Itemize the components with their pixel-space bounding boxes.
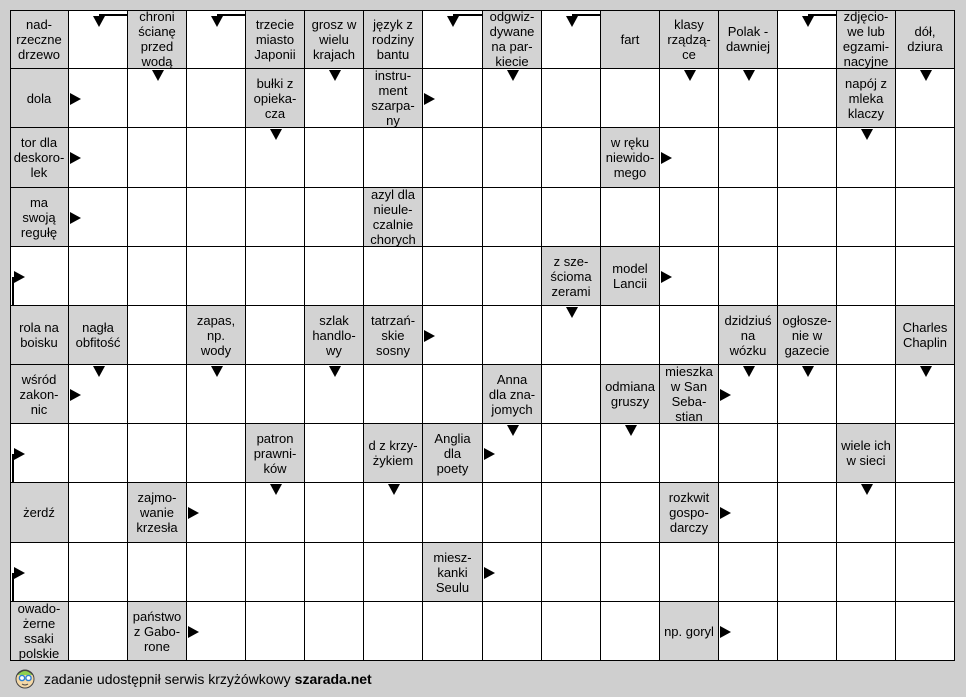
answer-cell[interactable]: [896, 483, 955, 543]
arrow-down-icon: [743, 70, 755, 81]
start-marker: [453, 14, 483, 16]
clue-cell: [364, 306, 423, 365]
answer-cell[interactable]: [601, 69, 660, 128]
answer-cell[interactable]: [69, 247, 128, 306]
answer-cell[interactable]: [128, 247, 187, 306]
answer-cell[interactable]: [896, 602, 955, 661]
clue-cell: [10, 128, 69, 188]
answer-cell[interactable]: [601, 543, 660, 602]
arrow-down-icon: [566, 16, 578, 27]
arrow-right-icon: [720, 507, 731, 519]
clue-text: z sze- ścioma zerami: [550, 253, 592, 299]
start-marker: [12, 573, 14, 603]
answer-cell[interactable]: [660, 306, 719, 365]
clue-text: Polak - dawniej: [725, 24, 771, 54]
clue-cell: [246, 10, 305, 69]
clue-text: bułki z opieka- cza: [253, 75, 297, 121]
answer-cell[interactable]: [246, 602, 305, 661]
answer-cell[interactable]: [128, 128, 187, 188]
answer-cell[interactable]: [542, 543, 601, 602]
answer-cell[interactable]: [837, 543, 896, 602]
clue-cell: [483, 365, 542, 424]
answer-cell[interactable]: [69, 424, 128, 483]
answer-cell[interactable]: [69, 543, 128, 602]
arrow-right-icon: [484, 567, 495, 579]
clue-text: rozkwit gospo- darczy: [668, 490, 710, 535]
answer-cell[interactable]: [719, 543, 778, 602]
answer-cell[interactable]: [483, 602, 542, 661]
answer-cell[interactable]: [423, 365, 483, 424]
clue-text: chroni ścianę przed wodą: [138, 10, 176, 69]
arrow-down-icon: [388, 484, 400, 495]
answer-cell[interactable]: [305, 128, 364, 188]
answer-cell[interactable]: [364, 602, 423, 661]
answer-cell[interactable]: [423, 128, 483, 188]
arrow-down-icon: [211, 366, 223, 377]
clue-text: mieszka w San Seba- stian: [665, 365, 713, 424]
arrow-down-icon: [329, 70, 341, 81]
clue-cell: [837, 69, 896, 128]
answer-cell[interactable]: [128, 365, 187, 424]
answer-cell[interactable]: [246, 365, 305, 424]
clue-cell: [660, 365, 719, 424]
clue-text: nagła obfitość: [75, 320, 121, 350]
clue-text: trzecie miasto Japonii: [254, 16, 296, 62]
clue-cell: [10, 483, 69, 543]
arrow-down-icon: [270, 484, 282, 495]
clue-text: Anna dla zna- jomych: [488, 371, 536, 417]
arrow-down-icon: [566, 307, 578, 318]
arrow-down-icon: [920, 366, 932, 377]
clue-text: dzidziuś na wózku: [724, 312, 772, 358]
arrow-down-icon: [802, 366, 814, 377]
clue-text: zapas, np. wody: [196, 312, 236, 358]
clue-text: grosz w wielu krajach: [311, 16, 357, 62]
clue-text: szlak handlo- wy: [312, 312, 356, 358]
answer-cell[interactable]: [719, 128, 778, 188]
answer-cell[interactable]: [542, 365, 601, 424]
clue-cell: [364, 188, 423, 247]
clue-text: nad- rzeczne drzewo: [16, 16, 62, 62]
clue-text: patron prawni- ków: [253, 430, 297, 476]
answer-cell[interactable]: [128, 424, 187, 483]
clue-cell: [601, 365, 660, 424]
clue-cell: [837, 424, 896, 483]
arrow-down-icon: [861, 129, 873, 140]
answer-cell[interactable]: [542, 424, 601, 483]
clue-cell: [305, 306, 364, 365]
start-marker: [572, 14, 602, 16]
answer-cell[interactable]: [187, 188, 246, 247]
answer-cell[interactable]: [483, 483, 542, 543]
clue-cell: [542, 247, 601, 306]
clue-text: tor dla deskoro- lek: [13, 135, 65, 180]
answer-cell[interactable]: [364, 365, 423, 424]
answer-cell[interactable]: [187, 69, 246, 128]
answer-cell[interactable]: [778, 247, 837, 306]
answer-cell[interactable]: [364, 247, 423, 306]
clue-cell: [423, 543, 483, 602]
clue-text: ma swoją regułę: [20, 194, 58, 240]
answer-cell[interactable]: [187, 247, 246, 306]
answer-cell[interactable]: [837, 247, 896, 306]
answer-cell[interactable]: [305, 543, 364, 602]
clue-cell: [246, 424, 305, 483]
answer-cell[interactable]: [305, 247, 364, 306]
answer-cell[interactable]: [660, 188, 719, 247]
clue-text: fart: [620, 31, 640, 47]
clue-cell: [601, 10, 660, 69]
footer-site-link[interactable]: szarada.net: [294, 671, 372, 687]
arrow-right-icon: [424, 93, 435, 105]
clue-cell: [601, 128, 660, 188]
arrow-right-icon: [70, 212, 81, 224]
answer-cell[interactable]: [246, 543, 305, 602]
clue-cell: [660, 10, 719, 69]
arrow-right-icon: [14, 271, 25, 283]
answer-cell[interactable]: [69, 602, 128, 661]
clue-cell: [601, 247, 660, 306]
clue-cell: [305, 10, 364, 69]
answer-cell[interactable]: [719, 188, 778, 247]
answer-cell[interactable]: [483, 247, 542, 306]
footer-text: zadanie udostępnił serwis krzyżówkowy: [44, 671, 291, 687]
clue-cell: [128, 483, 187, 543]
clue-text: wśród zakon- nic: [19, 371, 59, 417]
clue-text: model Lancii: [612, 261, 648, 291]
clue-text: Charles Chaplin: [902, 320, 948, 350]
answer-cell[interactable]: [778, 128, 837, 188]
arrow-down-icon: [270, 129, 282, 140]
answer-cell[interactable]: [423, 483, 483, 543]
answer-cell[interactable]: [305, 188, 364, 247]
clue-text: język z rodziny bantu: [372, 16, 414, 62]
arrow-down-icon: [93, 16, 105, 27]
answer-cell[interactable]: [778, 188, 837, 247]
arrow-right-icon: [661, 271, 672, 283]
answer-cell[interactable]: [423, 602, 483, 661]
arrow-down-icon: [329, 366, 341, 377]
answer-cell[interactable]: [896, 424, 955, 483]
answer-cell[interactable]: [837, 602, 896, 661]
clue-text: miesz- kanki Seulu: [433, 549, 472, 595]
clue-text: dół, dziura: [907, 24, 943, 54]
arrow-down-icon: [211, 16, 223, 27]
clue-text: państwo z Gabo- rone: [132, 608, 182, 654]
footer: [14, 664, 372, 694]
arrow-down-icon: [802, 16, 814, 27]
clue-cell: [837, 10, 896, 69]
answer-cell[interactable]: [187, 424, 246, 483]
answer-cell[interactable]: [246, 188, 305, 247]
arrow-down-icon: [447, 16, 459, 27]
answer-cell[interactable]: [128, 306, 187, 365]
start-marker: [99, 14, 129, 16]
answer-cell[interactable]: [305, 602, 364, 661]
answer-cell[interactable]: [542, 483, 601, 543]
arrow-right-icon: [720, 626, 731, 638]
clue-cell: [660, 483, 719, 543]
answer-cell[interactable]: [778, 69, 837, 128]
arrow-right-icon: [188, 626, 199, 638]
clue-text: instru- ment szarpa- ny: [371, 69, 415, 128]
arrow-right-icon: [14, 567, 25, 579]
clue-cell: [778, 306, 837, 365]
clue-text: żerdź: [23, 505, 55, 520]
answer-cell[interactable]: [69, 483, 128, 543]
answer-cell[interactable]: [601, 306, 660, 365]
clue-text: dola: [26, 90, 52, 106]
clue-text: odgwiz- dywane na par- kiecie: [489, 10, 535, 69]
answer-cell[interactable]: [601, 602, 660, 661]
arrow-right-icon: [70, 152, 81, 164]
clue-text: ogłosze- nie w gazecie: [782, 312, 832, 358]
clue-cell: [364, 69, 423, 128]
clue-text: d z krzy- żykiem: [368, 438, 418, 468]
clue-text: zajmo- wanie krzesła: [136, 490, 178, 535]
clue-cell: [364, 10, 423, 69]
clue-cell: [896, 10, 955, 69]
arrow-down-icon: [93, 366, 105, 377]
clue-text: tatrzań- skie sosny: [370, 312, 416, 358]
answer-cell[interactable]: [542, 69, 601, 128]
answer-cell[interactable]: [896, 128, 955, 188]
answer-cell[interactable]: [660, 543, 719, 602]
clue-text: azyl dla nieule- czalnie chorych: [370, 188, 416, 247]
arrow-down-icon: [684, 70, 696, 81]
answer-cell[interactable]: [364, 543, 423, 602]
arrow-down-icon: [152, 70, 164, 81]
answer-cell[interactable]: [305, 483, 364, 543]
clue-cell: [128, 10, 187, 69]
clue-cell: [423, 424, 483, 483]
arrow-right-icon: [70, 93, 81, 105]
start-marker: [12, 277, 14, 307]
clue-cell: [128, 602, 187, 661]
clue-text: wiele ich w sieci: [841, 438, 891, 468]
arrow-down-icon: [507, 425, 519, 436]
answer-cell[interactable]: [719, 247, 778, 306]
clue-cell: [10, 10, 69, 69]
answer-cell[interactable]: [778, 483, 837, 543]
start-marker: [808, 14, 838, 16]
answer-cell[interactable]: [896, 188, 955, 247]
arrow-down-icon: [625, 425, 637, 436]
answer-cell[interactable]: [542, 128, 601, 188]
clue-text: Anglia dla poety: [434, 430, 471, 476]
clue-cell: [69, 306, 128, 365]
clue-text: napój z mleka klaczy: [845, 75, 887, 121]
answer-cell[interactable]: [128, 543, 187, 602]
start-marker: [217, 14, 247, 16]
clue-cell: [10, 306, 69, 365]
clue-text: w ręku niewido- mego: [605, 135, 655, 180]
clue-cell: [187, 306, 246, 365]
answer-cell[interactable]: [364, 128, 423, 188]
arrow-down-icon: [861, 484, 873, 495]
answer-cell[interactable]: [483, 188, 542, 247]
answer-cell[interactable]: [187, 543, 246, 602]
clue-cell: [10, 602, 69, 661]
arrow-down-icon: [920, 70, 932, 81]
arrow-down-icon: [507, 70, 519, 81]
answer-cell[interactable]: [423, 188, 483, 247]
answer-cell[interactable]: [778, 543, 837, 602]
clue-text: odmiana gruszy: [605, 379, 655, 409]
clue-cell: [483, 10, 542, 69]
clue-text: np. goryl: [664, 623, 714, 639]
answer-cell[interactable]: [601, 483, 660, 543]
answer-cell[interactable]: [660, 424, 719, 483]
start-marker: [12, 454, 14, 484]
answer-cell[interactable]: [542, 602, 601, 661]
arrow-right-icon: [484, 448, 495, 460]
arrow-right-icon: [70, 389, 81, 401]
answer-cell[interactable]: [542, 188, 601, 247]
clue-cell: [10, 188, 69, 247]
arrow-down-icon: [743, 366, 755, 377]
clue-cell: [660, 602, 719, 661]
logo-icon: [14, 667, 36, 691]
clue-cell: [364, 424, 423, 483]
answer-cell[interactable]: [601, 188, 660, 247]
clue-text: zdjęcio- we lub egzami- nacyjne: [842, 10, 890, 69]
answer-cell[interactable]: [128, 188, 187, 247]
answer-cell[interactable]: [305, 424, 364, 483]
clue-cell: [10, 365, 69, 424]
arrow-right-icon: [188, 507, 199, 519]
answer-cell[interactable]: [778, 424, 837, 483]
answer-cell[interactable]: [246, 306, 305, 365]
answer-cell[interactable]: [187, 128, 246, 188]
answer-cell[interactable]: [483, 306, 542, 365]
answer-cell[interactable]: [246, 247, 305, 306]
clue-cell: [896, 306, 955, 365]
answer-cell[interactable]: [837, 188, 896, 247]
clue-text: owado- żerne ssaki polskie: [17, 602, 61, 661]
answer-cell[interactable]: [896, 247, 955, 306]
arrow-right-icon: [14, 448, 25, 460]
arrow-right-icon: [720, 389, 731, 401]
clue-text: rola na boisku: [19, 320, 59, 350]
clue-text: klasy rządzą- ce: [667, 16, 711, 62]
answer-cell[interactable]: [423, 247, 483, 306]
answer-cell[interactable]: [719, 424, 778, 483]
clue-cell: [10, 69, 69, 128]
answer-cell[interactable]: [483, 128, 542, 188]
answer-cell[interactable]: [837, 365, 896, 424]
clue-cell: [719, 10, 778, 69]
answer-cell[interactable]: [896, 543, 955, 602]
answer-cell[interactable]: [778, 602, 837, 661]
arrow-right-icon: [424, 330, 435, 342]
clue-cell: [246, 69, 305, 128]
answer-cell[interactable]: [837, 306, 896, 365]
arrow-right-icon: [661, 152, 672, 164]
crossword-grid: [10, 10, 955, 661]
clue-cell: [719, 306, 778, 365]
